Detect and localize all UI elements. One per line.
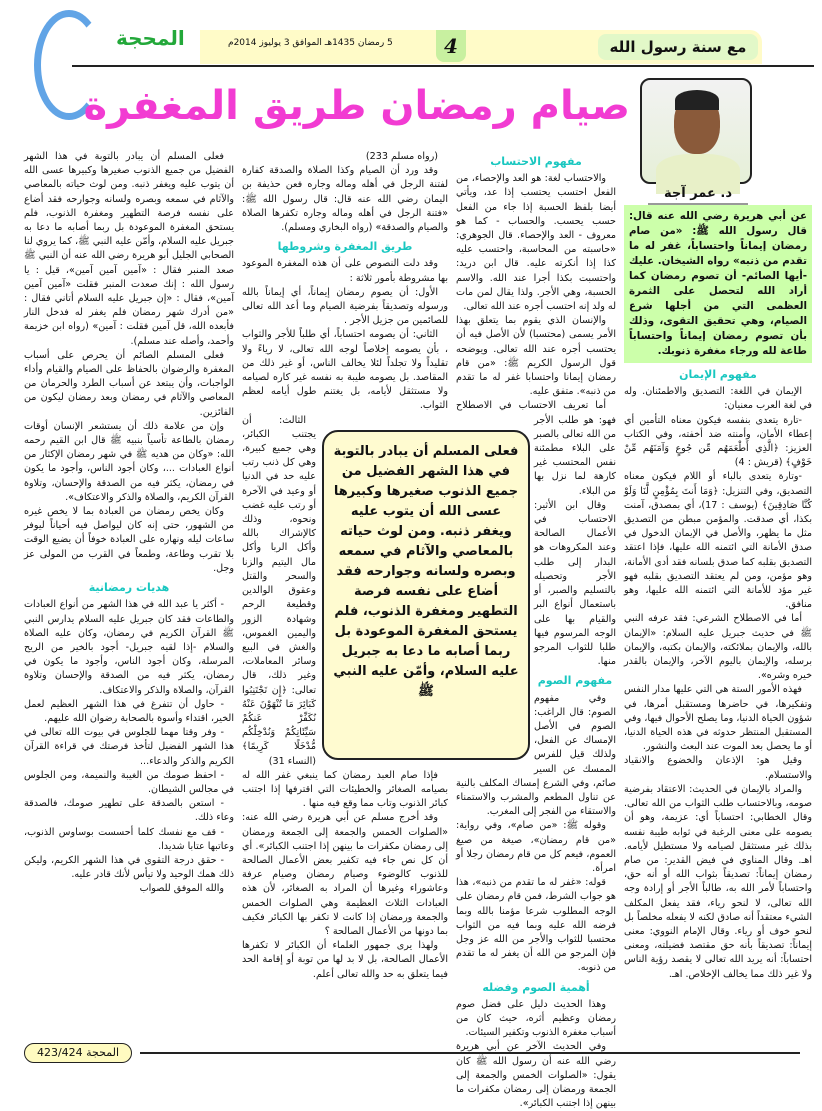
author-name: د. عمر آجة [648, 186, 748, 205]
paragraph: وفي الحديث الآخر عن أبي هريرة رضي الله عنه أن رسول الله ﷺ كان يقول: «الصلوات الخمس والجمعة إلى الجمعة ورمضان إلى رمضان مكفرات ما بينهن إذا اجتنب الكبائر». [456, 1041, 616, 1110]
paragraph: وقد دلت النصوص على أن هذه المغفرة الموعود بها مشروطة بأمور ثلاثة : [242, 258, 448, 284]
paragraph: وإن من علامة ذلك أن يستشعر الإنسان أوقات رمضان بالطاعة تأسياً بنبيه ﷺ قال ابن القيم رحمه الله: «وكان من هديه ﷺ في شهر رمضان الإكثار من أنواع العبادات ...، وكان أجود الناس، وأجود ما يكون في رمضان، يكثر فيه من الصدقة والإحسان، وتلاوة القرآن الكريم، والصلاة والذكر والاعتكاف». [24, 420, 234, 503]
hadith-box: عن أبي هريرة رضي الله عنه قال: قال رسول الله ﷺ: «من صام رمضان إيماناً واحتساباً، غفر له ما تقدم من ذنبه» رواه الشيخان. عليك -أيها الصائم- أن تصوم رمضان كما أراد الله لتحصل على الثمرة العظمى التي من أجلها شرع الصيام، وهي تحقيق التقوى، وذلك بأن تصوم رمضان إيماناً واحتساباً طاعة لله ورجاء مغفرة ذنوبك. [624, 205, 812, 363]
section-heading: مفهوم الاحتساب [490, 155, 582, 168]
paragraph: ولهذا يرى جمهور العلماء أن الكبائر لا تكفرها الأعمال الصالحة، بل لا بد لها من توبة أو إقامة الحد فيما يتعلق به حد والله تعالى أعلم. [242, 940, 448, 980]
paragraph: -تارة يتعدى بنفسه فيكون معناه التأمين أي إعطاء الأمان، وأمنته ضد أخفته، وفي الكتاب العزيز: ﴿الَّذِي أَطْعَمَهُم مِّن جُوعٍ وَآمَنَهُم مِّنْ خَوْفٍ﴾ (قريش : 4) [624, 414, 812, 469]
section-heading: أهمية الصوم وفضله [482, 980, 590, 994]
section-heading: طريق المغفرة وشروطها [277, 240, 413, 254]
paragraph: وقيل هو: الإذعان والخضوع والانقياد والاستسلام. [624, 755, 812, 781]
paragraph: وقد أخرج مسلم عن أبي هريرة رضي الله عنه: «الصلوات الخمس والجمعة إلى الجمعة ورمضان إلى رمضان مكفرات ما بينهن إذا اجتنب الكبائر». أي أن كل نص جاء فيه تكفير بعض الأعمال الصالحة للذنوب كالوضوء وصيام رمضان وصيام عرفة وعاشوراء وغيرها أن المراد به الصغائر، لأن هذه العبادات الثلاث العظيمة وهي الصلوات الخمس والجمعة ورمضان إذا كانت لا تكفر بها الكبائر فكيف بما دونها من الأعمال الصالحة ؟ [242, 812, 448, 937]
paragraph: - احفظ صومك من الغيبة والنميمة، ومن الجلوس في مجالس الشيطان. [24, 769, 234, 795]
paragraph: فإذا صام العبد رمضان كما ينبغي غفر الله له بصيامه الصغائر والخطيئات التي اقترفها إذا اجتنب كبائر الذنوب وتاب مما وقع فيه منها . [242, 769, 448, 810]
paragraph: - حاول أن تتفرغ في هذا الشهر العظيم لعمل الخير، اقتداء وأسوة بالصحابة رضوان الله عليهم. [24, 698, 234, 724]
paragraph: الثالث: أن يجتنب الكبائر، وهي جميع كبيرة، وهي كل ذنب رتب عليه حد في الدنيا أو وعيد في الآخرة أو رتب عليه غضب ونحوه، وذلك كالإشراك بالله وأكل الربا وأكل مال اليتيم والزنا والسحر والقتل وعقوق الوالدين وقطيعة الرحم وشهادة الزور واليمين الغموس، والغش في البيع وسائر المعاملات، وغير ذلك، قال تعالى: ﴿إِن تَجْتَنِبُوا كَبَائِرَ مَا تُنْهَوْنَ عَنْهُ نُكَفِّرْ عَنكُمْ سَيِّئَاتِكُمْ وَنُدْخِلْكُم مُّدْخَلًا كَرِيمًا﴾ (النساء 31) [242, 414, 316, 767]
paragraph: وقوله ﷺ: «من صام»، وفي رواية: «من قام رمضان»، صيغة من صيغ العموم، فيعم كل من قام رمضان رجلا أو امرأة. [456, 820, 616, 874]
paragraph: فهذه الأمور الستة هي التي عليها مدار النفس وتفكيرها، في حاضرها ومستقبل أمرها، في شؤون الحياة الدنيا، وما يصلح الأحوال فيها، وفي المستقبل المنتظر حدوثه في هذه الحياة الدنيا، أو ما يحصل بعد الموت عند البعث والنشور. [624, 684, 812, 753]
paragraph: وقد ورد أن الصيام وكذا الصلاة والصدقة كفارة لفتنة الرجل في أهله وماله وجاره فعن حذيفة بن اليمان رضي الله عنه قال: قال رسول الله ﷺ: «فتنة الرجل في أهله وماله وجاره تكفرها الصلاة والصيام والصدقة» (رواه البخاري ومسلم). [242, 165, 448, 234]
paragraph: وكان يخص رمضان من العبادة بما لا يخص غيره من الشهور، حتى إنه كان ليواصل فيه أحياناً ليوفر ساعات ليله ونهاره على العبادة خوفاً أن يضيع الوقت بلا تقرب وطاعة، وطمعاً في القرب من المولى عز وجل. [24, 506, 234, 574]
section-heading: مفهوم الصوم [537, 674, 613, 688]
section-heading: هديات رمضانية [88, 581, 170, 595]
section-title: مع سنة رسول الله [598, 34, 758, 60]
magazine-logo: المحجة [116, 26, 185, 50]
right-column [624, 205, 812, 1040]
paragraph: الثاني: أن يصومه احتساباً، أي طلباً للأجر والثواب ، بأن يصومه إخلاصاً لوجه الله تعالى، لا رياءً ولا تقليداً ولا تجلداً لئلا يخالف الناس، أو غير ذلك من المقاصد. بل يصومه طيبة به نفسه غير كاره لصيامه ولا مستثقل لأيامه، بل يغتنم طول أيامه لعظم الثواب. [242, 329, 448, 412]
paragraph: - استعن بالصدقة على تطهير صومك، فالصدقة وعاء ذلك. [24, 798, 234, 824]
column-4 [24, 150, 234, 1040]
column-1 [624, 368, 812, 982]
paragraph: الأول: أن يصوم رمضان إيماناً، أي إيماناً بالله ورسوله وتصديقاً بفرضية الصيام وما أعد الله تعالى للصائمين من جزيل الأجر . [242, 286, 448, 327]
footer-divider [140, 1052, 800, 1054]
paragraph: وفي مفهوم الصوم: قال الراغب: الصوم في الأصل الإمساك عن الفعل، ولذلك قيل للفرس الممسك عن السير صائم، وفي الشرع إمساك المكلف بالنية عن تناول المطعم والمشرب والاستمناء والاستقاء من الفجر إلى المغرب. [456, 692, 616, 818]
paragraph: أما في الاصطلاح الشرعي: فقد عرفه النبي ﷺ في حديث جبريل عليه السلام: «الإيمان بالله، والإيمان بملائكته، والإيمان بكتبه، والإيمان برسله، والإيمان باليوم الآخر، والإيمان بالقدر خيره وشره». [624, 613, 812, 682]
paragraph: والاحتساب لغة: هو العد والإحصاء، من الفعل احتسب يحتسب إذا عد، ويأتي أيضا بلفظ الحسبة إذا جاء من الفعل حسب يحسب. والحساب - كما هو معروف - العد والإحصاء. قال الجوهري: «حاسبته من المحاسبة، واحتسب عليه كذا إذا أنكرته عليه. قال ابن دريد: واحتسبت بكذا أجرا عند الله. والاسم الحسبة، وهي الأجر. ولذا يقال لمن مات له ولد إنه احتسب أجره عند الله تعالى. [456, 173, 616, 313]
paragraph: والله الموفق للصواب [139, 883, 224, 895]
pull-quote: فعلى المسلم أن يبادر بالتوبة في هذا الشهر الفضيل من جميع الذنوب صغيرها وكبيرها عسى الله أن يتوب عليه ويغفر ذنبه. ومن لوث حياته بالمعاصي والآثام في سمعه وبصره ولسانه وجوارحه فقد أضاع على نفسه فرصة التطهير ومغفرة الذنوب، فلم يستحق المغفرة الموعودة بل ربما أصابه ما دعا به جبريل عليه السلام، وأمّن عليه النبي ﷺ [322, 430, 530, 760]
paragraph: (رواه مسلم 233) [365, 151, 438, 162]
page-number: 4 [436, 30, 466, 62]
paragraph: وقال ابن الأثير: الاحتساب في الأعمال الصالحة وعند المكروهات هو البدار إلى طلب الأجر وتحصيله بالتسليم والصبر، أو باستعمال أنواع البر والقيام بها على الوجه المرسوم فيها طلبا للثواب المرجو منها. [534, 499, 616, 668]
paragraph: فعلى المسلم الصائم أن يحرص على أسباب المغفرة والرضوان بالحفاظ على الصيام والقيام وأداء الواجبات، وأن يبتعد عن أسباب الطرد والحرمان من المعاصي والآثام في رمضان وبعد رمضان ليكون من الفائزين. [24, 349, 234, 418]
paragraph: قوله: «غفر له ما تقدم من ذنبه»، هذا هو جواب الشرط، فمن قام رمضان على الوجه المطلوب شرعا مؤمنا بالله وبما فرضه الله عليه وبما فيه من الثواب محتسبا للثواب والأجر من الله عز وجل فإن المرجو من الله أن يغفر له ما تقدم من ذنوبه. [456, 877, 616, 974]
issue-date: 5 رمضان 1435هـ الموافق 3 يوليوز 2014م [228, 38, 393, 48]
issue-number: المحجة 423/424 [24, 1043, 132, 1063]
paragraph: أما تعريف الاحتساب في الاصطلاح فهو: هو طلب الأجر من الله تعالى بالصبر على البلاء مطمئنة نفس المحتسب غير كارهة لما نزل بها من البلاء. [456, 400, 616, 497]
author-photo [640, 78, 752, 184]
header-divider [72, 65, 814, 67]
paragraph: - حقق درجة التقوى في هذا الشهر الكريم، وليكن ذلك همك الوحيد ولا تيأس لأنك قادر عليه. [24, 854, 234, 881]
paragraph: -وتارة يتعدى بالباء أو اللام فيكون معناه التصديق، وفي التنزيل: ﴿وَمَا أَنتَ بِمُؤْمِنٍ لَّنَا وَلَوْ كُنَّا صَادِقِينَ﴾ (يوسف : 17)، أي بمصدق، آمنت بكذا، أي صدقت. والمؤمن مبطن من التصديق مثل ما يظهر، والأصل في الإيمان الدخول في صدق الأمانة التي ائتمنه الله عليها، فإذا اعتقد التصديق بقلبه كما صدق بلسانه فقد أدى الأمانة، وهو مؤمن، ومن لم يعتقد التصديق بقلبه فهو غير مؤد للأمانة التي ائتمنه الله عليها، وهو منافق. [624, 471, 812, 611]
paragraph: الإيمان في اللغة: التصديق والاطمئنان. وله في لغة العرب معنيان: [624, 386, 812, 412]
paragraph: والإنسان الذي يقوم بما يتعلق بهذا الأمر يسمى (محتسبا) لأن الأصل فيه أن يحتسب أجره عند الله تعالى. ويوضحه قول الرسول الكريم ﷺ: «من قام رمضان إيمانا واحتسابا غفر له ما تقدم من ذنبه». متفق عليه. [456, 315, 616, 398]
paragraph: وهذا الحديث دليل على فضل صوم رمضان وعظيم أثره، حيث كان من أسباب مغفرة الذنوب وتكفير السيئات. [456, 998, 616, 1039]
paragraph: فعلى المسلم أن يبادر بالتوبة في هذا الشهر الفضيل من جميع الذنوب صغيرها وكبيرها عسى الله أن يتوب عليه ويغفر ذنبه. ومن لوث حياته بالمعاصي والآثام في سمعه وبصره ولسانه وجوارحه فقد أضاع على نفسه فرصة التطهير ومغفرة الذنوب، فلم يستحق المغفرة الموعودة بل ربما أصابه ما دعا به جبريل عليه السلام، وأمّن عليه النبي ﷺ، كما يروي لنا الصحابي الجليل أبو هريرة رضي الله عنه أن النبي ﷺ صعد المنبر فقال : «آمين آمين آمين»، قيل : يا رسول الله : إنك صعدت المنبر فقلت «آمين آمين آمين»، فقال : «إن جبريل عليه السلام أتاني فقال : «من أدرك شهر رمضان فلم يغفر له فدخل النار فأبعده الله، قل آمين فقلت : آمين» (رواه ابن خزيمة وأحمد، وأصله عند مسلم). [24, 151, 234, 347]
section-heading: مفهوم الإيمان [679, 368, 757, 381]
article-title: صيام رمضان طريق المغفرة [83, 83, 630, 129]
paragraph: - وفر وقتا مهما للجلوس في بيوت الله تعالى في هذا الشهر الفضيل لتأخذ فرصتك في قراءة القرآن الكريم والذكر والدعاء... [24, 727, 234, 767]
paragraph: - أكثر يا عبد الله في هذا الشهر من أنواع العبادات والطاعات فقد كان جبريل عليه السلام يدارس النبي ﷺ القرآن الكريم في رمضان، وكان عليه الصلاة والسلام -إذا لقيه جبريل- أجود بالخير من الريح المرسلة، وكان أجود الناس، وأجود ما يكون في رمضان، يكثر فيه من الصدقة والإحسان وتلاوة القرآن، والصلاة والذكر والاعتكاف. [24, 599, 234, 696]
paragraph: - قف مع نفسك كلما أحسست بوساوس الذنوب، وعاتبها عتابا شديدا. [24, 826, 234, 852]
paragraph: والمراد بالإيمان في الحديث: الاعتقاد بفرضية صومه، وبالاحتساب طلب الثواب من الله تعالى. وقال الخطابي: احتساباً أي: عزيمة، وهو أن يصومه على معنى الرغبة في ثوابه طيبة نفسه بذلك غير مستثقل لصيامه ولا مستطيل لأيامه. اهـ. وقال المناوي في فيض القدير: من صام رمضان إيماناً: تصديقاً بثواب الله أو أنه حق، واحتساباً لأمر الله به، طالباً الأجر أو إرادة وجه الله تعالى، لا لنحو رياء، فقد يفعل المكلف الشيء معتقداً أنه صادق لكنه لا يفعله مخلصاً بل لنحو خوف أو رياء. وقال الإمام النووي: معنى إيماناً: تصديقاً بأنه حق مقتصد فضيلته، ومعنى احتساباً: أنه يريد الله تعالى لا يقصد رؤية الناس ولا غير ذلك مما يخالف الإخلاص. اهـ. [624, 783, 812, 980]
